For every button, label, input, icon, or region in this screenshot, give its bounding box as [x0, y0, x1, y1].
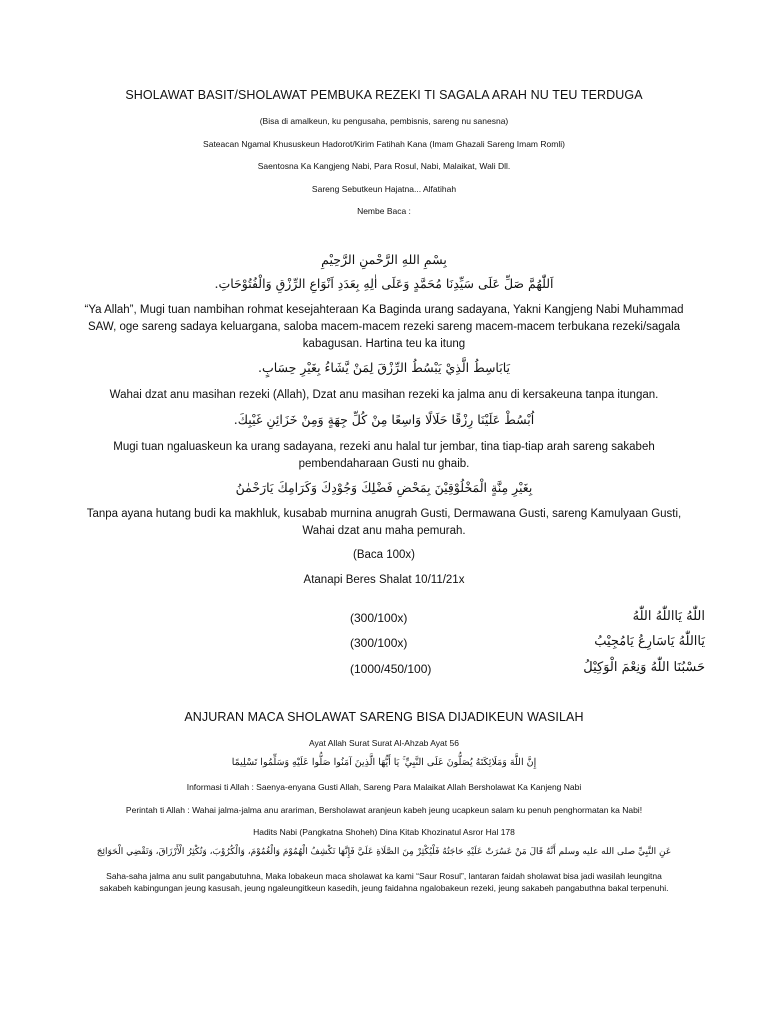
perintah-line: Perintah ti Allah : Wahai jalma-jalma anu arariman, Bersholawat aranjeun kabeh jeung ucapkeun salam ku penuh penghormatan ka Nabi! [125, 805, 643, 815]
dzikir-arabic-1: اللّٰهُ يَااللّٰهُ اللّٰهُ [632, 609, 705, 624]
dzikir-arabic-3: حَسْبُنَا اللّٰهُ وَنِعْمَ الْوَكِيْلُ [583, 660, 705, 675]
hadits-reference: Hadits Nabi (Pangkatna Shoheh) Dina Kitab Khozinatul Asror Hal 178 [253, 827, 515, 837]
verse-1-meaning: “Ya Allah”, Mugi tuan nambihan rohmat kesejahteraan Ka Baginda urang sadayana, Yakni Kangjeng Nabi Muhammad SAW, oge sareng sadaya keluargana, saloba macem-macem rezeki sareng macem-macem terbukana rezeki/sagala kabagusan. Hartina teu ka itung [84, 304, 684, 350]
dzikir-arabic-2: يَااللّٰهُ يَاسَارِعُ يَامُجِيْبُ [594, 634, 705, 649]
dzikir-count-2: (300/100x) [350, 636, 408, 650]
verse-4-arabic: بِغَيْرِ مِنَّةٍ الْمَخْلُوْقِيْنَ بِمَحْضِ فَضْلِكَ وَجُوْدِكَ وَكَرَامِكَ يَارَحْمٰنُ [235, 480, 533, 495]
verse-2-meaning: Wahai dzat anu masihan rezeki (Allah), Dzat anu masihan rezeki ka jalma anu di kersakeuna tanpa itungan. [109, 389, 659, 401]
intro-line-4: Sareng Sebutkeun Hajatna... Alfatihah [311, 184, 457, 194]
hadits-arabic: عَنِ النَّبِيِّ صلى الله عليه وسلم أَنَّهُ قَالَ مَنْ عَسُرَتْ عَلَيْهِ حَاجَتُهُ فَلْيُكْثِرْ مِنَ الصَّلَاةِ عَلَيَّ فَإِنَّهَا تَكْشِفُ الْهُمُوْمَ وَالْغُمُوْمَ، وَالْكُرُوْبَ، وَتُكْثِرُ الْأَرْزَاقَ، وَتَقْضِي الْحَوَائِجَ [96, 847, 672, 857]
intro-line-5: Nembe Baca : [357, 206, 411, 216]
intro-line-2: Sateacan Ngamal Khususkeun Hadorot/Kirim Fatihah Kana (Imam Ghazali Sareng Imam Romli) [203, 139, 565, 149]
verse-1-arabic: اَللّٰهُمَّ صَلِّ عَلَى سَيِّدِنَا مُحَمَّدٍ وَعَلَى اٰلِهِ بِعَدَدِ اَنْوَاعِ الرِّزْقِ وَالْفُتُوْحَاتِ. [214, 276, 554, 291]
closing-paragraph: Saha-saha jalma anu sulit pangabutuhna, Maka lobakeun maca sholawat ka kami “Saur Rosul”, lantaran faidah sholawat bisa jadi wasilah leungitna sakabeh kabingungan jeung kasusah, jeung ngaleungitkeun kasedih, jeung faidahna ngalobakeun rezeki, jeung sakabeh pangabuthna bakal terpenuhi. [99, 871, 669, 893]
verse-3-meaning: Mugi tuan ngaluaskeun ka urang sadayana, rezeki anu halal tur jembar, tina tiap-tiap arah sareng sakabeh pembendaharaan Gusti nu ghaib. [113, 441, 655, 470]
intro-line-3: Saentosna Ka Kangjeng Nabi, Para Rosul, Nabi, Malaikat, Wali Dll. [257, 161, 511, 171]
section-2-title: ANJURAN MACA SHOLAWAT SARENG BISA DIJADIKEUN WASILAH [184, 710, 584, 724]
dzikir-count-3: (1000/450/100) [350, 662, 432, 676]
verse-4-meaning: Tanpa ayana hutang budi ka makhluk, kusabab murnina anugrah Gusti, Dermawana Gusti, sareng Kamulyaan Gusti, Wahai dzat anu maha pemurah. [86, 508, 682, 537]
atanapi-note: Atanapi Beres Shalat 10/11/21x [303, 574, 465, 586]
ayat-reference: Ayat Allah Surat Surat Al-Ahzab Ayat 56 [309, 738, 459, 748]
baca-note: (Baca 100x) [352, 549, 415, 561]
intro-line-1: (Bisa di amalkeun, ku pengusaha, pembisnis, sareng nu sanesna) [259, 116, 509, 126]
informasi-line: Informasi ti Allah : Saenya-enyana Gusti Allah, Sareng Para Malaikat Allah Bersholawat Ka Kanjeng Nabi [186, 782, 582, 792]
verse-3-arabic: اُبْسُطْ عَلَيْنَا رِزْقًا حَلَالًا وَاسِعًا مِنْ كُلِّ جِهَةٍ وَمِنْ خَزَائِنِ غَيْبِكَ. [233, 412, 535, 427]
dzikir-count-1: (300/100x) [350, 611, 408, 625]
ayat-arabic: إِنَّ اللَّهَ وَمَلَائِكَتَهُ يُصَلُّونَ عَلَى النَّبِيِّ ۚ يَا أَيُّهَا الَّذِينَ آمَنُوا صَلُّوا عَلَيْهِ وَسَلِّمُوا تَسْلِيمًا [231, 757, 537, 768]
verse-2-arabic: يَابَاسِطُ الَّذِيْ يَبْسُطُ الرِّزْقَ لِمَنْ يَّشَاءُ بِغَيْرِ حِسَابٍ. [257, 360, 510, 375]
basmalah: بِسْمِ اللهِ الرَّحْمنِ الرَّحِيْمِ [321, 252, 447, 267]
page-title: SHOLAWAT BASIT/SHOLAWAT PEMBUKA REZEKI TI SAGALA ARAH NU TEU TERDUGA [125, 88, 643, 102]
